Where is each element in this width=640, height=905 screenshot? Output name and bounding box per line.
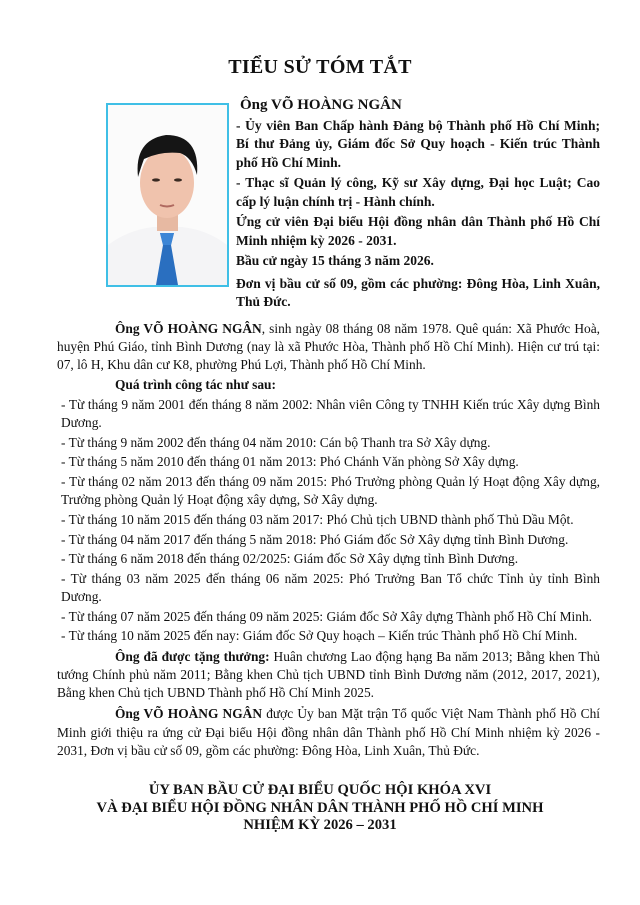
career-item: - Từ tháng 6 năm 2018 đến tháng 02/2025: Giám đốc Sở Xây dựng tỉnh Bình Dương. [61,551,519,567]
footer-line: NHIỆM KỲ 2026 – 2031 [243,817,397,834]
portrait-image [108,105,227,285]
biography-body [57,320,600,761]
nomination-paragraph [57,705,600,760]
awards-text: Huân chương Lao động hạng Ba năm 2013; Bằng khen Thủ tướng Chính phủ năm 2011; Bằng khen Chủ tịch UBND tỉnh Bình Dương năm (2012, 2017, 2021), Bằng khen Chủ tịch UBND Thành phố Hồ Chí Minh 2025. [57,648,600,701]
career-item: - Từ tháng 10 năm 2015 đến tháng 03 năm 2017: Phó Chủ tịch UBND thành phố Thủ Dầu Một. [61,511,574,527]
nomination-name: Ông VÕ HOÀNG NGÂN [115,706,262,722]
career-item: - Từ tháng 07 năm 2025 đến tháng 09 năm 2025: Giám đốc Sở Xây dựng Thành phố Hồ Chí Minh. [61,608,593,624]
career-heading [57,376,600,394]
career-item: - Từ tháng 10 năm 2025 đến nay: Giám đốc Sở Quy hoạch – Kiến trúc Thành phố Hồ Chí Minh. [61,628,578,644]
candidate-name: Ông VÕ HOÀNG NGÂN [240,97,402,113]
profile-line: - Thạc sĩ Quản lý công, Kỹ sư Xây dựng, Đại học Luật; Cao cấp lý luận chính trị - Hành chính. [236,175,600,209]
career-item: - Từ tháng 9 năm 2001 đến tháng 8 năm 2002: Nhân viên Công ty TNHH Kiến trúc Xây dựng Bình Dương. [61,396,600,431]
profile-line: Đơn vị bầu cử số 09, gồm các phường: Đông Hòa, Linh Xuân, Thủ Đức. [236,275,600,309]
bio-text: , sinh ngày 08 tháng 08 năm 1978. Quê quán: Xã Phước Hoà, huyện Phú Giáo, tỉnh Bình Dương (nay là xã Phước Hòa, Thành phố Hồ Chí Minh). Hiện cư trú tại: 07, lô H, Khu dân cư K8, phường Phú Lợi, Thành phố Hồ Chí Minh. [57,320,600,373]
bio-paragraph [57,320,600,375]
page-title: TIỂU SỬ TÓM TẮT [228,56,412,78]
profile-line: - Ủy viên Ban Chấp hành Đảng bộ Thành phố Hồ Chí Minh; Bí thư Đảng ủy, Giám đốc Sở Quy hoạch - Kiến trúc Thành phố Hồ Chí Minh. [236,117,600,170]
profile-summary [236,96,600,312]
footer-line: ỦY BAN BẦU CỬ ĐẠI BIỂU QUỐC HỘI KHÓA XVI [148,782,492,799]
document-content [0,96,640,855]
footer-line: VÀ ĐẠI BIỂU HỘI ĐỒNG NHÂN DÂN THÀNH PHỐ HỒ CHÍ MINH [96,799,544,816]
career-item: - Từ tháng 03 năm 2025 đến tháng 06 năm 2025: Phó Trưởng Ban Tổ chức Tỉnh ủy tỉnh Bình Dương. [61,570,600,605]
profile-header [0,96,640,312]
awards-paragraph [57,648,600,703]
issuing-committee [0,782,640,855]
career-item: - Từ tháng 5 năm 2010 đến tháng 01 năm 2013: Phó Chánh Văn phòng Sở Xây dựng. [61,454,519,470]
career-item: - Từ tháng 04 năm 2017 đến tháng 5 năm 2018: Phó Giám đốc Sở Xây dựng tỉnh Bình Dương. [61,531,569,547]
career-heading-text: Quá trình công tác như sau: [115,377,276,393]
profile-line: Bầu cử ngày 15 tháng 3 năm 2026. [236,253,434,268]
career-item: - Từ tháng 9 năm 2002 đến tháng 04 năm 2010: Cán bộ Thanh tra Sở Xây dựng. [61,434,491,450]
bio-name: Ông VÕ HOÀNG NGÂN [115,320,262,336]
profile-line: Ứng cử viên Đại biểu Hội đồng nhân dân Thành phố Hồ Chí Minh nhiệm kỳ 2026 - 2031. [236,214,600,248]
portrait-photo [106,103,229,287]
nomination-text: được Ủy ban Mặt trận Tổ quốc Việt Nam Thành phố Hồ Chí Minh giới thiệu ra ứng cử Đại biểu Hội đồng nhân dân Thành phố Hồ Chí Minh nhiệm kỳ 2026 - 2031, Đơn vị bầu cử số 09, gồm các phường: Đông Hòa, Linh Xuân, Thủ Đức. [57,706,600,758]
awards-label: Ông đã được tặng thưởng: [115,648,270,664]
career-item: - Từ tháng 02 năm 2013 đến tháng 09 năm 2015: Phó Trưởng phòng Quản lý Hoạt động Xây dựng, Trưởng phòng Quản lý Hoạt động xây dựng, Sở Xây dựng. [61,474,600,508]
